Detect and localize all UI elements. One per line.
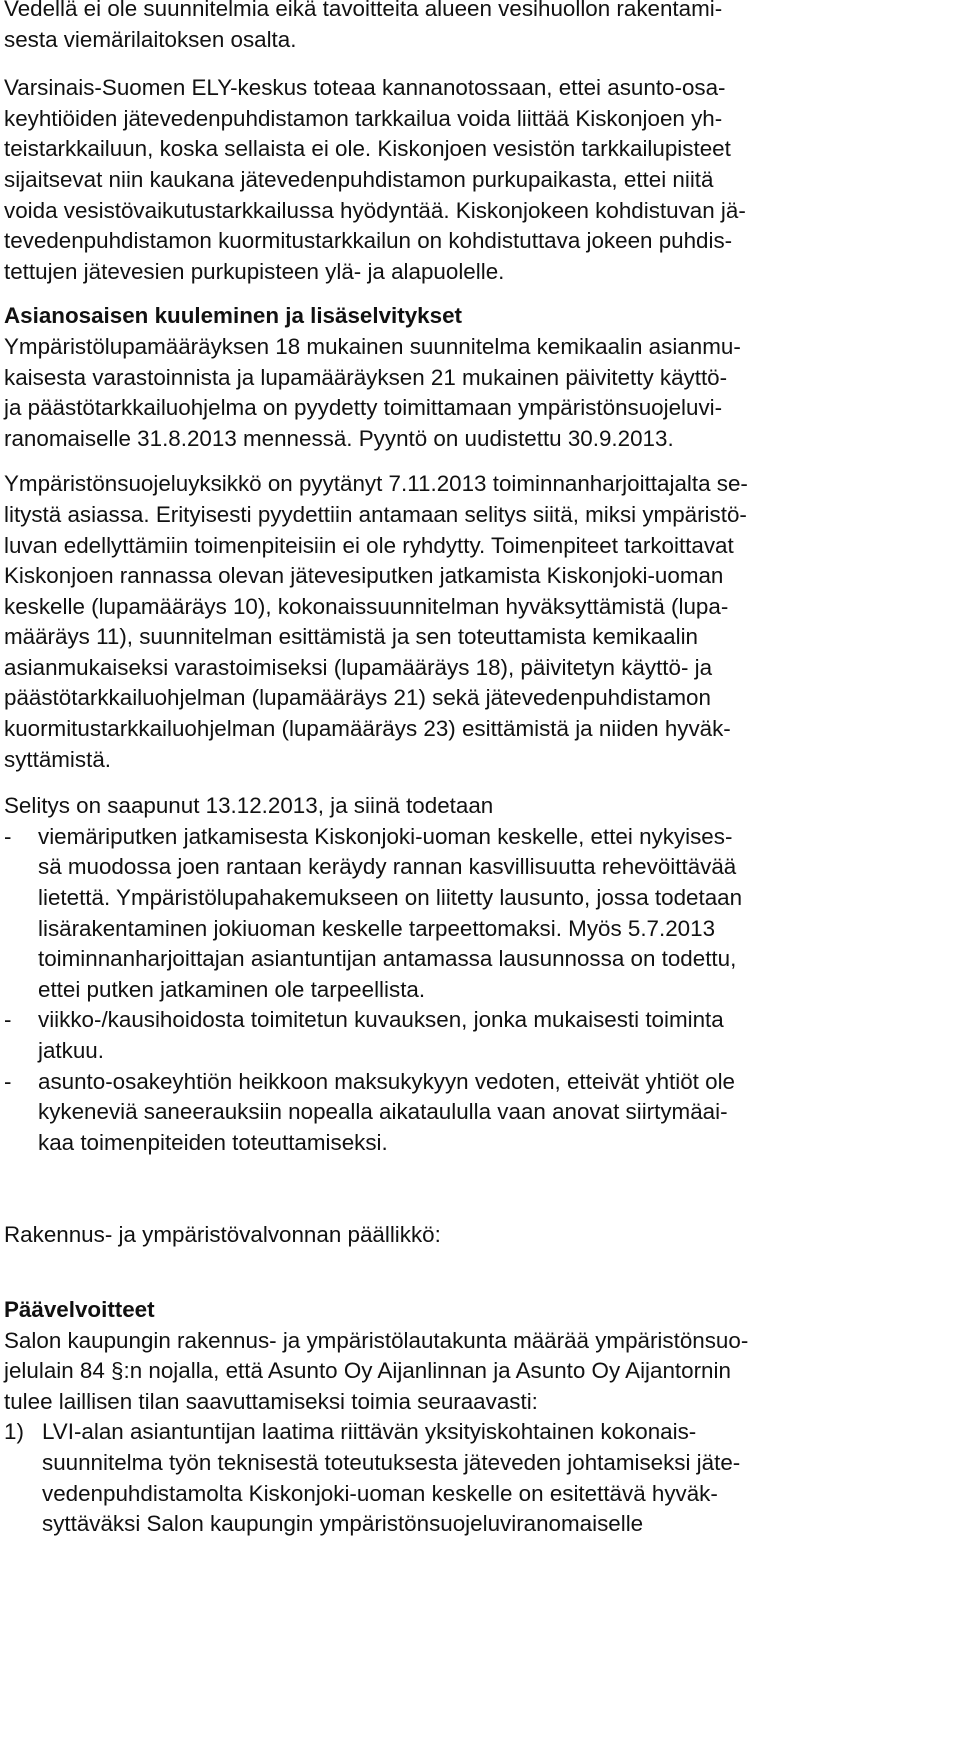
text-line: lisärakentaminen jokiuoman keskelle tarpeettomaksi. Myös 5.7.2013 xyxy=(38,915,716,941)
bullet-dash: - xyxy=(4,1068,12,1094)
text-line: tettujen jätevesien purkupisteen ylä- ja alapuolelle. xyxy=(4,258,505,284)
list-item xyxy=(4,1067,960,1159)
list-item xyxy=(4,822,960,1006)
text-line: jelulain 84 §:n nojalla, että Asunto Oy Aijanlinnan ja Asunto Oy Aijantornin xyxy=(4,1358,731,1384)
bullet-dash: - xyxy=(4,1007,12,1033)
text-line: suunnitelma työn teknisestä toteutuksesta jäteveden johtamiseksi jäte- xyxy=(42,1449,741,1475)
bullet-dash: - xyxy=(4,823,12,849)
text-line: Selitys on saapunut 13.12.2013, ja siinä todetaan xyxy=(4,793,494,819)
text-line: sä muodossa joen rantaan keräydy rannan kasvillisuutta rehevöittävää xyxy=(38,854,737,880)
item-number: 1) xyxy=(4,1419,24,1445)
text-line: päästötarkkailuohjelman (lupamääräys 21) sekä jätevedenpuhdistamon xyxy=(4,685,711,711)
text-line: kuormitustarkkailuohjelman (lupamääräys 23) esittämistä ja niiden hyväk- xyxy=(4,716,731,742)
text-line: kaisesta varastoinnista ja lupamääräyksen 21 mukainen päivitetty käyttö- xyxy=(4,364,728,390)
section-main-obligations xyxy=(4,1295,960,1540)
text-line: Varsinais-Suomen ELY-keskus toteaa kannanotossaan, ettei asunto-osa- xyxy=(4,75,726,101)
text-line: jatkuu. xyxy=(38,1038,104,1063)
paragraph-explanation-received xyxy=(4,791,960,1158)
paragraph-ely-statement xyxy=(4,73,960,287)
text-line: asunto-osakeyhtiön heikkoon maksukykyyn vedoten, etteivät yhtiöt ole xyxy=(38,1068,735,1094)
text-line: kaa toimenpiteiden toteuttamiseksi. xyxy=(38,1129,388,1155)
text-line: toiminnanharjoittajan asiantuntijan antamassa lausunnossa on todettu, xyxy=(38,946,737,972)
text-line: vedenpuhdistamolta Kiskonjoki-uoman keskelle on esitettävä hyväk- xyxy=(42,1480,718,1506)
text-line: luvan edellyttämiin toimenpiteisiin ei ole ryhdytty. Toimenpiteet tarkoittavat xyxy=(4,532,734,558)
section-heading: Päävelvoitteet xyxy=(4,1296,155,1322)
text-line: Salon kaupungin rakennus- ja ympäristölautakunta määrää ympäristönsuo- xyxy=(4,1327,749,1353)
text-line: Ympäristönsuojeluyksikkö on pyytänyt 7.11.2013 toiminnanharjoittajalta se- xyxy=(4,471,748,497)
text-line: Ympäristölupamääräyksen 18 mukainen suunnitelma kemikaalin asianmu- xyxy=(4,333,741,359)
text-line: tevedenpuhdistamon kuormitustarkkailun on kohdistuttava jokeen puhdis- xyxy=(4,228,733,254)
text-line: viemäriputken jatkamisesta Kiskonjoki-uoman keskelle, ettei nykyises- xyxy=(38,823,733,849)
paragraph-explanation-request xyxy=(4,469,960,775)
paragraph-water-supply xyxy=(4,0,960,55)
text-line: Vedellä ei ole suunnitelmia eikä tavoitteita alueen vesihuollon rakentami- xyxy=(4,0,723,21)
list-item xyxy=(4,1005,960,1066)
text-line: viikko-/kausihoidosta toimitetun kuvauksen, jonka mukaisesti toiminta xyxy=(38,1007,724,1033)
text-line: ja päästötarkkailuohjelma on pyydetty toimittamaan ympäristönsuojeluvi- xyxy=(4,395,723,421)
text-line: syttämistä. xyxy=(4,746,112,772)
text-line: asianmukaiseksi varastoimiseksi (lupamääräys 18), päivitetyn käyttö- ja xyxy=(4,654,713,680)
text-line: Kiskonjoen rannassa olevan jätevesiputken jatkamista Kiskonjoki-uoman xyxy=(4,563,724,589)
text-line: sesta viemärilaitoksen osalta. xyxy=(4,26,297,52)
text-line: ettei putken jatkaminen ole tarpeellista. xyxy=(38,976,426,1002)
text-line: voida vesistövaikutustarkkailussa hyödyntää. Kiskonjokeen kohdistuvan jä- xyxy=(4,197,746,223)
text-line: teistarkkailuun, koska sellaista ei ole. Kiskonjoen vesistön tarkkailupisteet xyxy=(4,136,731,162)
text-line: syttäväksi Salon kaupungin ympäristönsuojeluviranomaiselle xyxy=(42,1511,644,1537)
numbered-item xyxy=(4,1417,960,1539)
text-line: keskelle (lupamääräys 10), kokonaissuunnitelman hyväksyttämistä (lupa- xyxy=(4,593,729,619)
text-line: sijaitsevat niin kaukana jätevedenpuhdistamon purkupaikasta, ettei niitä xyxy=(4,166,714,192)
text-line: LVI-alan asiantuntijan laatima riittävän yksityiskohtainen kokonais- xyxy=(42,1419,697,1445)
text-line: keyhtiöiden jätevedenpuhdistamon tarkkailua voida liittää Kiskonjoen yh- xyxy=(4,105,723,131)
text-line: ranomaiselle 31.8.2013 mennessä. Pyyntö on uudistettu 30.9.2013. xyxy=(4,425,674,451)
section-heading: Asianosaisen kuuleminen ja lisäselvitykset xyxy=(4,303,462,329)
text-line: määräys 11), suunnitelman esittämistä ja sen toteuttamista kemikaalin xyxy=(4,624,699,650)
role-title: Rakennus- ja ympäristövalvonnan päällikkö: xyxy=(4,1222,441,1248)
text-line: tulee laillisen tilan saavuttamiseksi toimia seuraavasti: xyxy=(4,1388,538,1414)
section-hearing xyxy=(4,301,960,454)
text-line: kykeneviä saneerauksiin nopealla aikataululla vaan anovat siirtymäai- xyxy=(38,1099,728,1125)
text-line: litystä asiassa. Erityisesti pyydettiin antamaan selitys siitä, miksi ympäristö- xyxy=(4,501,747,527)
text-line: lietettä. Ympäristölupahakemukseen on liitetty lausunto, jossa todetaan xyxy=(38,885,743,911)
